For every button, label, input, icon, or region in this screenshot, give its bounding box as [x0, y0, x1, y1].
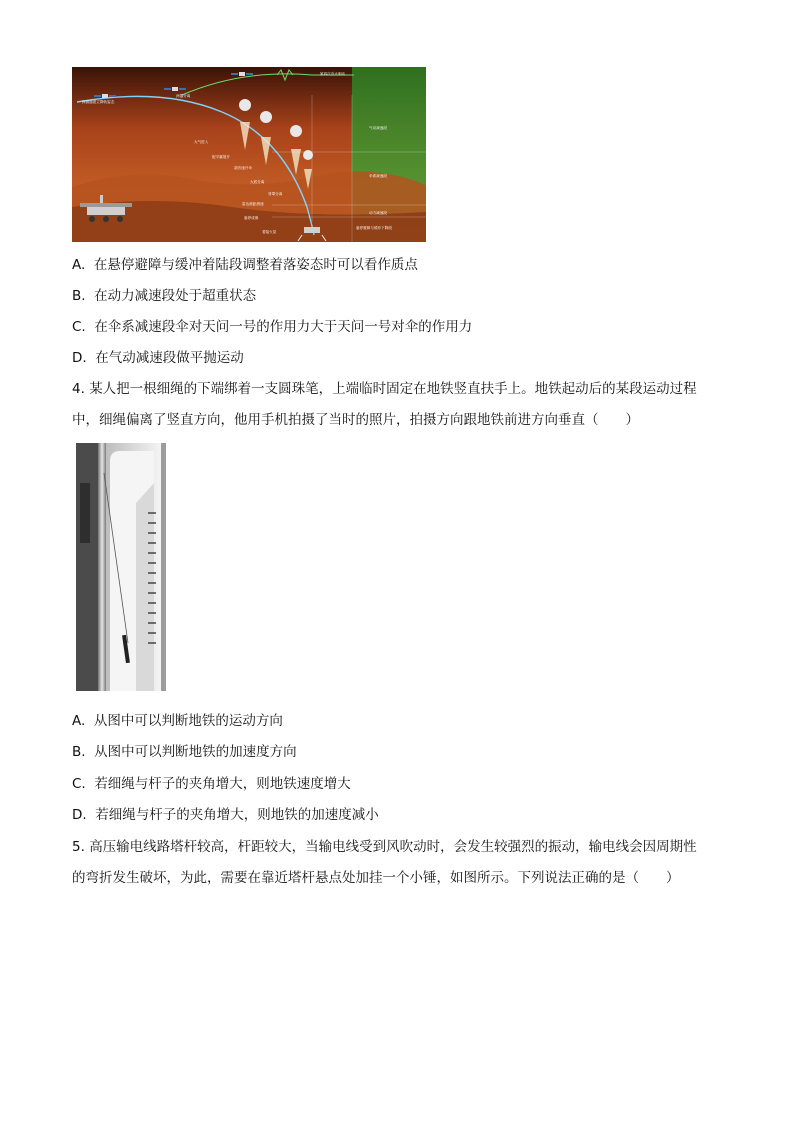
option-text: 从图中可以判断地铁的加速度方向 — [94, 744, 297, 760]
q3-option-a — [72, 256, 418, 274]
option-text: 若细绳与杆子的夹角增大，则地铁的加速度减小 — [95, 807, 379, 823]
option-label: D. — [72, 807, 87, 823]
q4-option-d — [72, 806, 379, 824]
handrail-photo-svg — [76, 443, 166, 691]
option-text: 若细绳与杆子的夹角增大，则地铁速度增大 — [94, 776, 351, 792]
q5-stem-line2 — [72, 869, 680, 887]
mars-landing-figure — [72, 67, 426, 242]
q4-stem-line1 — [72, 380, 697, 398]
label-orbit-change: 探测器建立降轨姿态 — [82, 100, 115, 104]
label-heat-shield: 大底分离 — [250, 180, 265, 184]
label-separation: 两器分离 — [176, 94, 191, 98]
option-label: D. — [72, 350, 87, 366]
label-landing: 着陆火星 — [262, 230, 277, 234]
q5-stem-line1 — [72, 838, 697, 856]
option-text: 在悬停避障与缓冲着陆段调整着落姿态时可以看作质点 — [93, 257, 418, 273]
label-ballute: 配平翼展开 — [212, 155, 230, 159]
label-backshell: 背罩分离 — [268, 192, 283, 196]
question-text: 中，细绳偏离了竖直方向，他用手机拍摄了当时的照片，拍摄方向跟地铁前进方向垂直（ ） — [72, 412, 639, 428]
option-label: B. — [72, 288, 86, 304]
label-phase-power: 动力减速段 — [369, 211, 387, 215]
label-phase-hover: 悬停避障与缓冲下降段 — [356, 226, 392, 230]
option-text: 在伞系减速段伞对天问一号的作用力大于天问一号对伞的作用力 — [94, 319, 473, 335]
option-text: 在气动减速段做平抛运动 — [95, 350, 244, 366]
q4-option-b — [72, 743, 297, 761]
subway-handrail-photo — [76, 443, 166, 691]
option-text: 在动力减速段处于超重状态 — [94, 288, 257, 304]
question-number: 4. — [72, 381, 85, 397]
label-phase-aero: 气动减速段 — [369, 126, 387, 130]
question-text: 某人把一根细绳的下端绑着一支圆珠笔，上端临时固定在地铁竖直扶手上。地铁起动后的某段运动过程 — [89, 381, 697, 397]
option-label: B. — [72, 744, 86, 760]
label-atmo-entry: 大气进入 — [194, 140, 209, 144]
label-para-open: 超音速开伞 — [234, 166, 252, 170]
q4-stem-line2 — [72, 411, 639, 429]
q3-option-c — [72, 318, 472, 336]
mars-landing-diagram — [72, 67, 426, 242]
option-label: A. — [72, 257, 86, 273]
option-text: 从图中可以判断地铁的运动方向 — [93, 713, 283, 729]
label-phase-para: 伞系减速段 — [369, 174, 387, 178]
label-hover: 悬停成像 — [244, 216, 259, 220]
option-label: A. — [72, 713, 86, 729]
label-top-right: 第四次近火制动 — [320, 72, 346, 76]
label-radar: 雷达测距测速 — [242, 202, 264, 206]
option-label: C. — [72, 776, 86, 792]
q4-option-a — [72, 712, 283, 730]
option-label: C. — [72, 319, 86, 335]
q3-option-d — [72, 349, 244, 367]
q4-option-c — [72, 775, 351, 793]
question-number: 5. — [72, 839, 85, 855]
question-text: 的弯折发生破坏，为此，需要在靠近塔杆悬点处加挂一个小锤，如图所示。下列说法正确的是（ ） — [72, 870, 680, 886]
question-text: 高压输电线路塔杆较高，杆距较大，当输电线受到风吹动时，会发生较强烈的振动，输电线会因周期性 — [89, 839, 697, 855]
q3-option-b — [72, 287, 256, 305]
